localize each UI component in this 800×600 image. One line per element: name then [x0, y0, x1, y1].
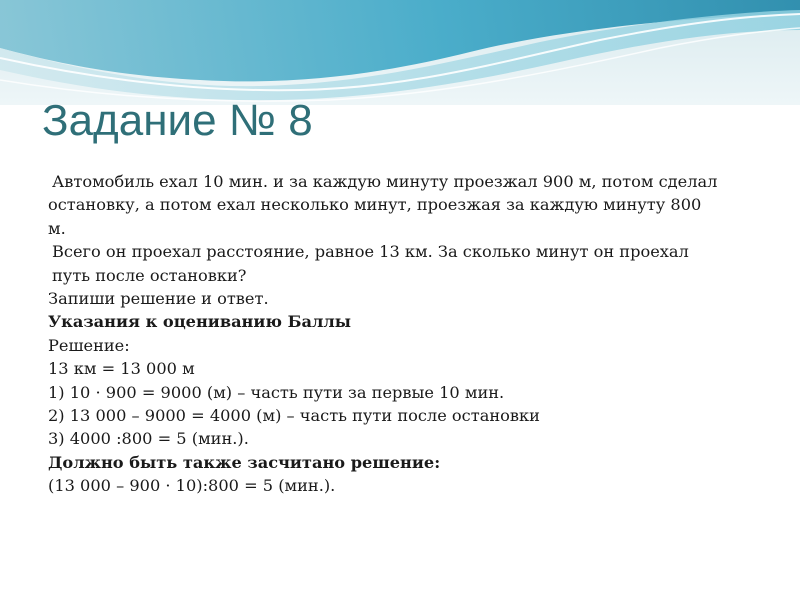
- body-text-line: 2) 13 000 – 9000 = 4000 (м) – часть пути после остановки: [48, 406, 540, 426]
- body-text-line: (13 000 – 900 · 10):800 = 5 (мин.).: [48, 476, 336, 496]
- body-heading-line: Должно быть также засчитано решение:: [48, 452, 441, 472]
- body-text-line: остановку, а потом ехал несколько минут, проезжая за каждую минуту 800: [48, 195, 702, 215]
- body-heading-line: Указания к оцениванию Баллы: [48, 312, 352, 332]
- body-text-line: Запиши решение и ответ.: [48, 289, 269, 309]
- body-text-line: м.: [48, 218, 66, 238]
- body-text-line: Решение:: [48, 335, 130, 355]
- slide-body: [48, 170, 768, 498]
- body-text-line: путь после остановки?: [52, 265, 247, 285]
- body-text-line: 1) 10 · 900 = 9000 (м) – часть пути за первые 10 мин.: [48, 382, 505, 402]
- body-text-line: 3) 4000 :800 = 5 (мин.).: [48, 429, 249, 449]
- body-text-line: Автомобиль ехал 10 мин. и за каждую минуту проезжал 900 м, потом сделал: [52, 172, 718, 191]
- body-text-line: Всего он проехал расстояние, равное 13 км. За сколько минут он проехал: [52, 242, 689, 262]
- body-text-line: 13 км = 13 000 м: [48, 359, 195, 379]
- wave-header-decoration: [0, 0, 800, 105]
- slide-title: Задание № 8: [42, 96, 313, 145]
